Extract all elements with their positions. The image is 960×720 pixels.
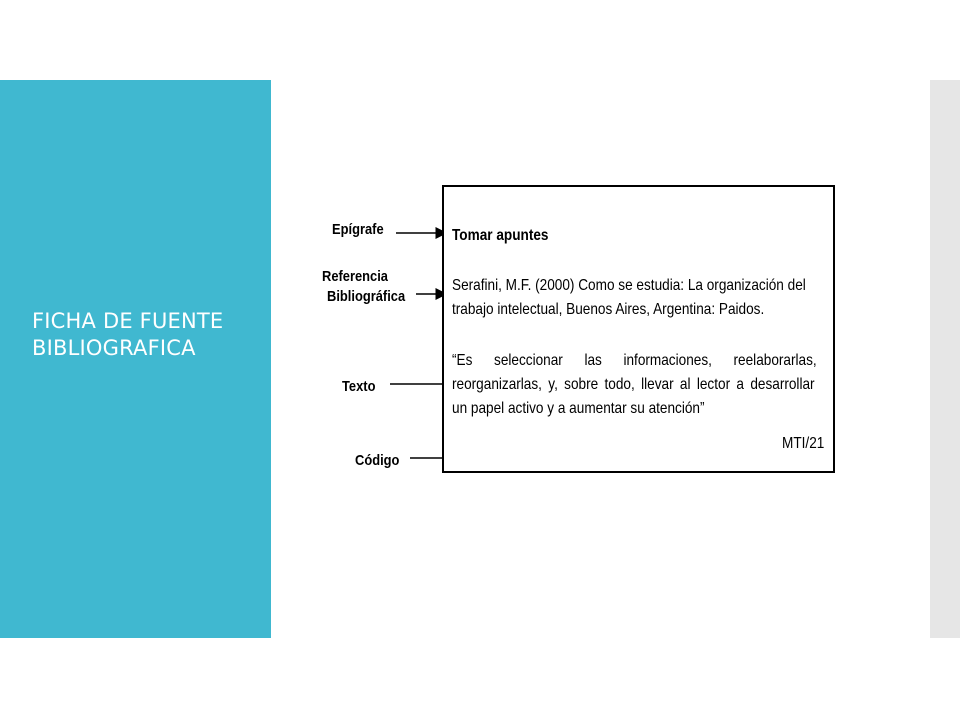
label-epigrafe: Epígrafe: [332, 221, 384, 238]
card-quote-line2: reorganizarlas, y, sobre todo, llevar al lector a desarrollar: [452, 376, 815, 393]
bibliographic-card-diagram: [300, 170, 860, 490]
label-codigo: Código: [355, 452, 400, 469]
label-referencia-line2: Bibliográfica: [327, 288, 406, 305]
card-heading: Tomar apuntes: [452, 227, 549, 244]
card-quote-line1: “Es seleccionar las informaciones, reelaborarlas,: [452, 352, 817, 369]
card-quote-line3: un papel activo y a aumentar su atención”: [452, 400, 705, 417]
card-reference-line2: trabajo intelectual, Buenos Aires, Argentina: Paidos.: [452, 301, 765, 318]
label-texto: Texto: [342, 378, 376, 395]
label-referencia-line1: Referencia: [322, 268, 388, 285]
reference-card: [442, 185, 835, 473]
card-reference-line1: Serafini, M.F. (2000) Como se estudia: La organización del: [452, 277, 806, 294]
right-decorative-strip: [930, 80, 960, 638]
card-code: MTI/21: [782, 435, 825, 452]
slide-title: FICHA DE FUENTE BIBLIOGRAFICA: [32, 309, 224, 360]
